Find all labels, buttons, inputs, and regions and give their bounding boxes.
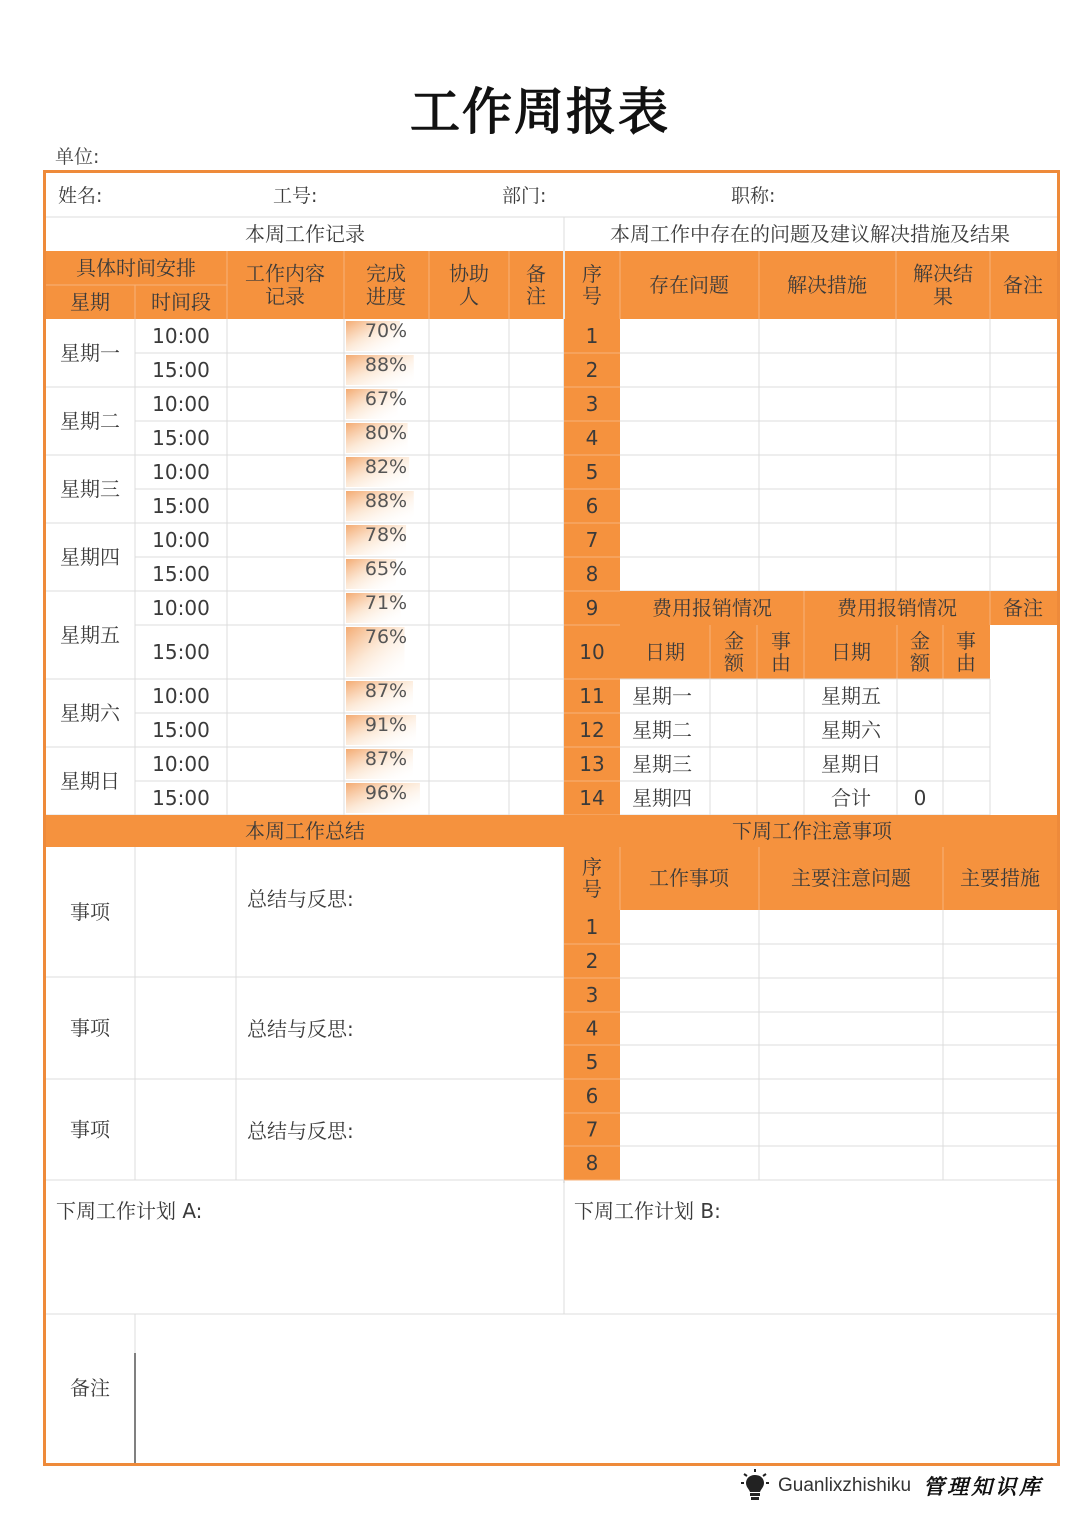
- expense-day-right: 合计: [831, 786, 871, 810]
- expense-reason-header: [771, 629, 791, 675]
- time-slot: 15:00: [152, 718, 210, 742]
- employee-id-label: 工号:: [273, 185, 318, 207]
- seq-header: [582, 262, 602, 308]
- seq-number: 8: [585, 562, 599, 586]
- expense-date-header: 日期: [645, 640, 685, 664]
- seq-number: 3: [585, 392, 599, 416]
- seq-number: 10: [579, 640, 605, 664]
- progress-value: 87%: [364, 680, 408, 702]
- weekday-3: 星期三: [60, 477, 120, 501]
- svg-text:额: 额: [724, 650, 744, 675]
- svg-text:金: 金: [724, 629, 744, 654]
- svg-text:解决结: 解决结: [913, 261, 973, 286]
- next-seq-number: 1: [585, 915, 599, 939]
- time-slot: 10:00: [152, 392, 210, 416]
- expense-day-right: 星期五: [821, 684, 881, 708]
- svg-text:人: 人: [459, 284, 479, 309]
- job-title-label: 职称:: [731, 185, 776, 207]
- seq-number: 6: [585, 494, 599, 518]
- svg-text:序: 序: [582, 855, 602, 880]
- progress-value: 87%: [364, 748, 408, 770]
- next-seq-number: 7: [585, 1117, 599, 1142]
- unit-label: 单位:: [55, 146, 100, 168]
- svg-text:记录: 记录: [265, 284, 305, 309]
- progress-value: 71%: [364, 592, 408, 614]
- progress-header: [366, 262, 406, 309]
- next-seq-number: 2: [585, 949, 599, 973]
- time-slot: 15:00: [152, 494, 210, 518]
- progress-value: 67%: [364, 388, 408, 410]
- task-header: 工作事项: [649, 866, 729, 890]
- svg-text:工作内容: 工作内容: [245, 261, 325, 286]
- progress-value: 70%: [364, 320, 408, 342]
- time-slot: 15:00: [152, 426, 210, 450]
- measure-header: 解决措施: [787, 273, 867, 297]
- next-seq-number: 3: [585, 983, 599, 1007]
- svg-text:协助: 协助: [449, 261, 489, 286]
- progress-value: 78%: [364, 524, 408, 546]
- time-slot: 10:00: [152, 324, 210, 348]
- time-slot: 10:00: [152, 460, 210, 484]
- next-seq-number: 8: [585, 1151, 599, 1175]
- summary-item-label: 事项: [70, 1016, 110, 1040]
- time-slot: 15:00: [152, 562, 210, 586]
- progress-value: 82%: [364, 456, 408, 478]
- svg-text:金: 金: [910, 629, 930, 654]
- expense-day-right: 星期六: [821, 718, 881, 742]
- expense-total-value: 0: [913, 786, 927, 810]
- plan-b-label: 下周工作计划 B:: [574, 1199, 721, 1223]
- seq-number: 11: [579, 684, 605, 708]
- weekday-header: 星期: [70, 290, 110, 314]
- next-seq-number: 6: [585, 1084, 599, 1108]
- summary-item-label: 事项: [70, 900, 110, 924]
- attention-issue-header: 主要注意问题: [791, 866, 911, 890]
- svg-text:备: 备: [526, 262, 546, 287]
- progress-value: 91%: [364, 714, 408, 736]
- department-label: 部门:: [502, 185, 547, 207]
- weekday-2: 星期二: [60, 409, 120, 433]
- issues-title: 本周工作中存在的问题及建议解决措施及结果: [610, 222, 1010, 246]
- footer-brand: [740, 1466, 1043, 1506]
- time-slot: 10:00: [152, 596, 210, 620]
- svg-text:果: 果: [933, 284, 953, 309]
- weekday-6: 星期六: [60, 701, 120, 725]
- page-title: 工作周报表: [410, 83, 670, 141]
- expense-remark-header: 备注: [1003, 596, 1043, 620]
- progress-value: 76%: [364, 626, 408, 648]
- weekday-7: 星期日: [60, 769, 120, 793]
- expense-amount-header: [910, 629, 931, 675]
- expense-day-left: 星期二: [632, 718, 692, 742]
- main-measure-header: 主要措施: [960, 866, 1040, 890]
- time-slot: 10:00: [152, 752, 210, 776]
- summary-title: 本周工作总结: [245, 819, 365, 843]
- next-seq-header: [582, 855, 602, 901]
- weekday-1: 星期一: [60, 341, 120, 365]
- summary-item-label: 事项: [70, 1117, 110, 1142]
- weekly-report-form: [43, 170, 1060, 1466]
- weekday-4: 星期四: [60, 545, 120, 569]
- time-slot: 15:00: [152, 640, 210, 664]
- svg-text:由: 由: [956, 650, 976, 675]
- next-week-title: 下周工作注意事项: [732, 819, 892, 843]
- expense-day-right: 星期日: [821, 752, 881, 776]
- svg-text:由: 由: [771, 650, 791, 675]
- seq-number: 13: [579, 752, 605, 776]
- svg-text:号: 号: [582, 876, 602, 901]
- lightbulb-icon: [740, 1468, 770, 1504]
- progress-value: 88%: [364, 354, 408, 376]
- svg-text:事: 事: [956, 629, 976, 654]
- expense-day-left: 星期一: [632, 684, 692, 708]
- problem-header: 存在问题: [649, 273, 729, 297]
- time-slot: 10:00: [152, 684, 210, 708]
- seq-number: 2: [585, 358, 599, 382]
- expense-title-left: 费用报销情况: [652, 596, 772, 620]
- work-record-title: 本周工作记录: [245, 222, 365, 246]
- expense-amount-header: [724, 629, 745, 675]
- expense-date-header: 日期: [831, 640, 871, 664]
- svg-text:额: 额: [910, 650, 930, 675]
- seq-number: 4: [585, 426, 599, 450]
- bottom-remark-label: 备注: [70, 1376, 110, 1400]
- expense-day-left: 星期四: [632, 786, 692, 810]
- weekday-5: 星期五: [60, 623, 120, 647]
- seq-number: 1: [585, 324, 599, 348]
- form-grid: [46, 173, 1057, 1463]
- svg-text:注: 注: [526, 283, 546, 308]
- seq-number: 5: [585, 460, 599, 484]
- remark-header: [526, 262, 546, 308]
- seq-number: 9: [585, 596, 599, 620]
- time-slot: 10:00: [152, 528, 210, 552]
- reflection-label: 总结与反思:: [247, 887, 354, 911]
- expense-reason-header: [956, 629, 976, 675]
- next-seq-number: 5: [585, 1050, 599, 1074]
- brand-chinese: 管理知识库: [923, 1474, 1044, 1499]
- seq-number: 14: [579, 786, 605, 810]
- svg-text:号: 号: [582, 283, 602, 308]
- next-seq-number: 4: [585, 1016, 599, 1041]
- seq-number: 7: [585, 528, 599, 552]
- brand-english: Guanlixzhishiku: [778, 1475, 912, 1496]
- svg-text:完成: 完成: [366, 261, 406, 286]
- reflection-label: 总结与反思:: [247, 1017, 354, 1041]
- progress-value: 65%: [364, 558, 408, 580]
- summary-title-band: [46, 815, 1057, 847]
- svg-text:进度: 进度: [366, 284, 406, 309]
- issues-remark-header: 备注: [1003, 273, 1043, 297]
- progress-value: 80%: [364, 422, 408, 444]
- name-label: 姓名:: [58, 185, 103, 207]
- time-slot-header: 时间段: [151, 290, 211, 314]
- svg-text:序: 序: [582, 262, 602, 287]
- time-slot: 15:00: [152, 358, 210, 382]
- reflection-label: 总结与反思:: [247, 1119, 354, 1143]
- progress-value: 96%: [364, 782, 408, 804]
- seq-number: 12: [579, 718, 605, 742]
- time-slot: 15:00: [152, 786, 210, 810]
- expense-day-left: 星期三: [632, 752, 692, 776]
- expense-title-right: 费用报销情况: [837, 596, 957, 620]
- plan-a-label: 下周工作计划 A:: [56, 1199, 203, 1223]
- progress-value: 88%: [364, 490, 408, 512]
- svg-text:事: 事: [771, 629, 791, 654]
- schedule-header: 具体时间安排: [76, 256, 196, 280]
